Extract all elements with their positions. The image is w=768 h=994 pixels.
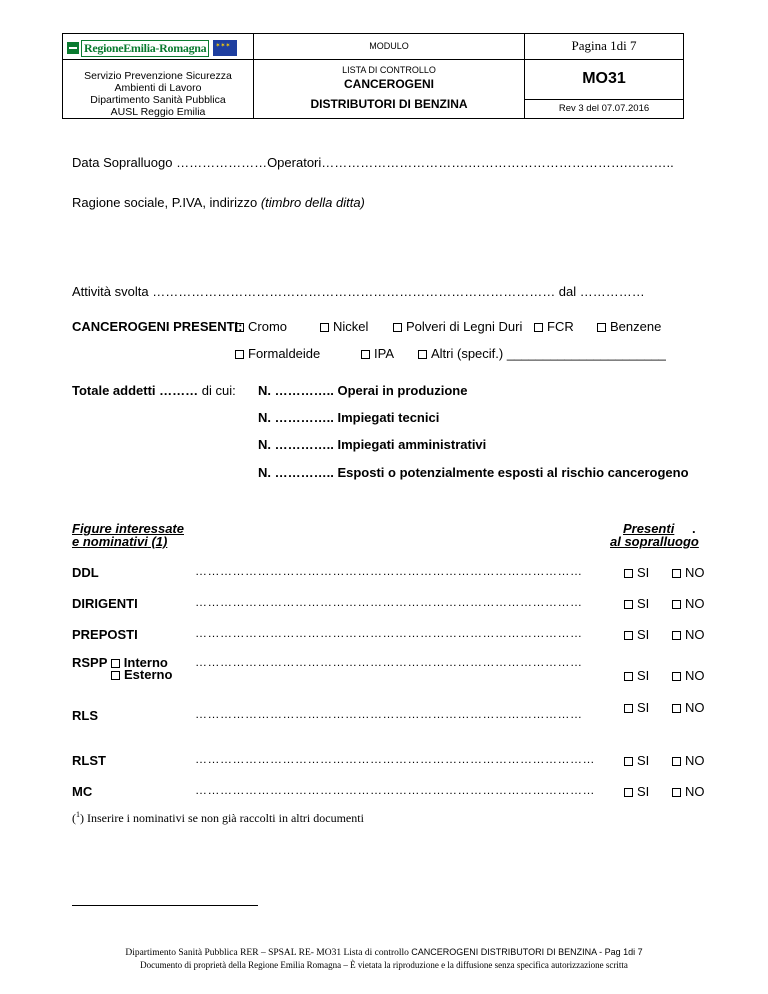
document-subtitle: DISTRIBUTORI DI BENZINA — [310, 97, 468, 111]
si-mc[interactable]: SI — [624, 784, 649, 799]
footer-dept: Dipartimento Sanità Pubblica RER – SPSAL RE- MO31 Lista di controllo — [125, 948, 412, 958]
checkbox-icon[interactable] — [320, 323, 329, 332]
revision-label: Rev 3 del 07.07.2016 — [558, 103, 650, 114]
header-middle-column — [254, 34, 525, 118]
logo-text: RegioneEmilia-Romagna — [81, 40, 209, 57]
checkbox-icon[interactable] — [235, 350, 244, 359]
service-line: AUSL Reggio Emilia — [110, 106, 206, 118]
page-cell — [525, 34, 683, 60]
footer-line-1 — [0, 947, 768, 958]
figure-heading-1: Figure interessate — [72, 521, 184, 536]
addetti-esposti[interactable]: N. ………….. Esposti o potenzialmente esposti al rischio cancerogeno — [258, 465, 689, 480]
addetti-amministrativi[interactable]: N. ………….. Impiegati amministrativi — [258, 437, 487, 452]
footnote-divider — [72, 905, 258, 906]
checkbox-icon[interactable] — [361, 350, 370, 359]
document-header — [62, 33, 684, 119]
checkbox-icon[interactable] — [418, 350, 427, 359]
footnote-mark: 1 — [76, 810, 80, 819]
service-line: Ambienti di Lavoro — [114, 82, 202, 94]
checkbox-altri[interactable]: Altri (specif.) ______________________ — [418, 346, 666, 361]
footer-doc: CANCEROGENI DISTRIBUTORI DI BENZINA - Pag 1di 7 — [411, 947, 643, 957]
checkbox-icon[interactable] — [597, 323, 606, 332]
addetti-tecnici[interactable]: N. ………….. Impiegati tecnici — [258, 410, 440, 425]
no-rspp[interactable]: NO — [672, 668, 705, 683]
row-label-mc: MC — [72, 784, 93, 799]
totale-addetti-label: Totale addetti ……… — [72, 383, 199, 398]
checkbox-icon[interactable] — [393, 323, 402, 332]
row-label-preposti: PREPOSTI — [72, 627, 138, 642]
row-label-ddl: DDL — [72, 565, 99, 580]
checkbox-polveri[interactable]: Polveri di Legni Duri — [393, 319, 522, 334]
si-preposti[interactable]: SI — [624, 627, 649, 642]
rspp-esterno-option[interactable]: Esterno — [111, 667, 172, 682]
si-rls[interactable]: SI — [624, 700, 649, 715]
checkbox-formaldeide[interactable]: Formaldeide — [235, 346, 320, 361]
ragione-sociale-note: (timbro della ditta) — [260, 195, 365, 210]
no-rls[interactable]: NO — [672, 700, 705, 715]
cancerogeni-row-1: CANCEROGENI PRESENTI: — [72, 319, 243, 334]
footer-line-2: Documento di proprietà della Regione Emilia Romagna – È vietata la riproduzione e la diffusione senza specifica autorizzazione scritta — [140, 960, 628, 970]
si-ddl[interactable]: SI — [624, 565, 649, 580]
service-name — [63, 70, 253, 118]
regione-logo — [67, 40, 245, 56]
no-rlst[interactable]: NO — [672, 753, 705, 768]
row-label-rls: RLS — [72, 708, 98, 723]
service-line: Servizio Prevenzione Sicurezza — [84, 70, 232, 82]
presenti-heading-2: al sopralluogo — [610, 534, 699, 549]
header-left-column — [63, 34, 254, 118]
row-dots-rlst[interactable]: …………………………………………………………………………………… — [195, 752, 595, 766]
presenti-dot: . — [692, 521, 696, 536]
data-sopralluogo-field[interactable]: Data Sopralluogo …………………Operatori…………………………….……………………………….……….. — [72, 155, 674, 170]
logo-cell — [63, 34, 253, 60]
row-dots-mc[interactable]: …………………………………………………………………………………… — [195, 783, 595, 797]
row-dots-dirigenti[interactable]: ………………………………………………………………………………… — [195, 595, 583, 609]
si-rspp[interactable]: SI — [624, 668, 649, 683]
ragione-sociale-text: Ragione sociale, P.IVA, indirizzo — [72, 195, 261, 210]
header-right-column — [525, 34, 683, 118]
checkbox-benzene[interactable]: Benzene — [597, 319, 661, 334]
lista-label: LISTA DI CONTROLLO — [342, 65, 436, 75]
checkbox-icon[interactable] — [534, 323, 543, 332]
row-label-dirigenti: DIRIGENTI — [72, 596, 138, 611]
document-title: CANCEROGENI — [343, 77, 434, 91]
code-cell — [525, 60, 683, 100]
addetti-operai[interactable]: N. ………….. Operai in produzione — [258, 383, 468, 398]
no-mc[interactable]: NO — [672, 784, 705, 799]
totale-addetti-field[interactable] — [72, 383, 236, 398]
checkbox-fcr[interactable]: FCR — [534, 319, 574, 334]
checkbox-icon[interactable] — [235, 323, 244, 332]
cancerogeni-label: CANCEROGENI PRESENTI — [72, 319, 239, 334]
no-dirigenti[interactable]: NO — [672, 596, 705, 611]
no-ddl[interactable]: NO — [672, 565, 705, 580]
row-label-rspp: RSPP Interno — [72, 655, 168, 670]
presenti-heading-1: Presenti — [623, 521, 675, 536]
row-dots-preposti[interactable]: ………………………………………………………………………………… — [195, 626, 583, 640]
rspp-interno: Interno — [123, 655, 168, 670]
checkbox-icon[interactable] — [111, 671, 120, 680]
revision-cell — [525, 100, 683, 118]
row-dots-rspp[interactable]: ………………………………………………………………………………… — [195, 655, 583, 669]
checkbox-ipa[interactable]: IPA — [361, 346, 394, 361]
row-dots-rls[interactable]: ………………………………………………………………………………… — [195, 707, 583, 721]
row-label-rlst: RLST — [72, 753, 106, 768]
modulo-label: MODULO — [369, 41, 409, 51]
attivita-svolta-field[interactable]: Attività svolta ………………………………………………………………………………… dal …………… — [72, 284, 645, 299]
footnote-text: Inserire i nominativi se non già raccolti in altri documenti — [87, 811, 364, 825]
row-dots-ddl[interactable]: ………………………………………………………………………………… — [195, 564, 583, 578]
si-rlst[interactable]: SI — [624, 753, 649, 768]
document-code: MO31 — [582, 70, 626, 87]
eu-flag-icon — [213, 40, 237, 56]
footnote: ($^1$) Inserire i nominativi se non già raccolti in altri documenti — [72, 810, 364, 825]
totale-addetti-suffix: di cui: — [198, 383, 236, 398]
page-number: Pagina 1di 7 — [571, 38, 637, 53]
figure-heading-2: e nominativi (1) — [72, 534, 168, 549]
si-dirigenti[interactable]: SI — [624, 596, 649, 611]
regione-mark-icon — [67, 42, 79, 54]
ragione-sociale-label — [72, 195, 365, 210]
checkbox-nickel[interactable]: Nickel — [320, 319, 368, 334]
service-line: Dipartimento Sanità Pubblica — [90, 94, 226, 106]
no-preposti[interactable]: NO — [672, 627, 705, 642]
checkbox-cromo[interactable]: Cromo — [235, 319, 287, 334]
